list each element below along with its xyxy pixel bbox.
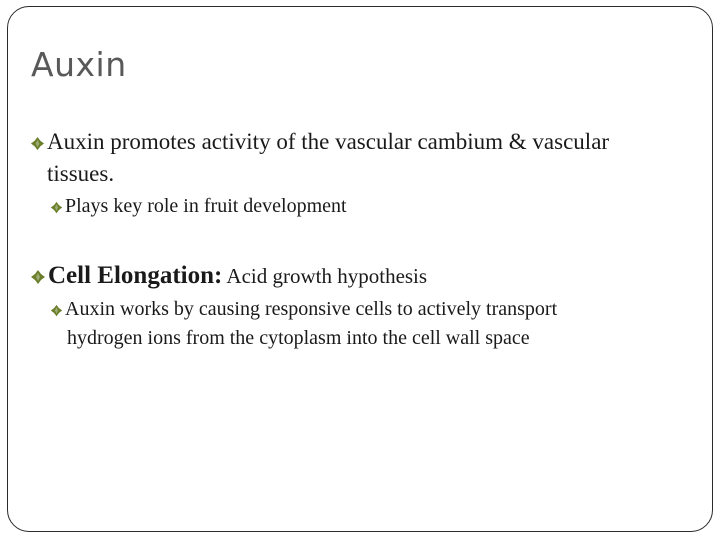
bullet-2-1: [50, 299, 557, 319]
diamond-bullet-icon: [50, 201, 63, 214]
bullet-1-1-text: Plays key role in fruit development: [65, 195, 347, 217]
diamond-bullet-icon: [50, 304, 63, 317]
diamond-bullet-icon: [30, 269, 46, 285]
diamond-bullet-icon: [30, 136, 45, 151]
bullet-2: [30, 263, 427, 288]
bullet-2-bold-text: Cell Elongation:: [48, 262, 223, 289]
bullet-2-1-text-line1: Auxin works by causing responsive cells to actively transport: [65, 298, 558, 320]
bullet-1-continuation: [47, 162, 114, 185]
bullet-1-text-line1: Auxin promotes activity of the vascular cambium & vascular: [47, 129, 610, 154]
bullet-1-text-line2: tissues.: [47, 161, 115, 186]
slide-title: Auxin: [31, 45, 127, 84]
bullet-1-1: [50, 196, 347, 216]
bullet-2-1-continuation: [67, 328, 530, 348]
bullet-2-text: Acid growth hypothesis: [222, 264, 428, 288]
bullet-2-1-text-line2: hydrogen ions from the cytoplasm into the cell wall space: [67, 327, 530, 349]
bullet-1: [30, 130, 609, 153]
